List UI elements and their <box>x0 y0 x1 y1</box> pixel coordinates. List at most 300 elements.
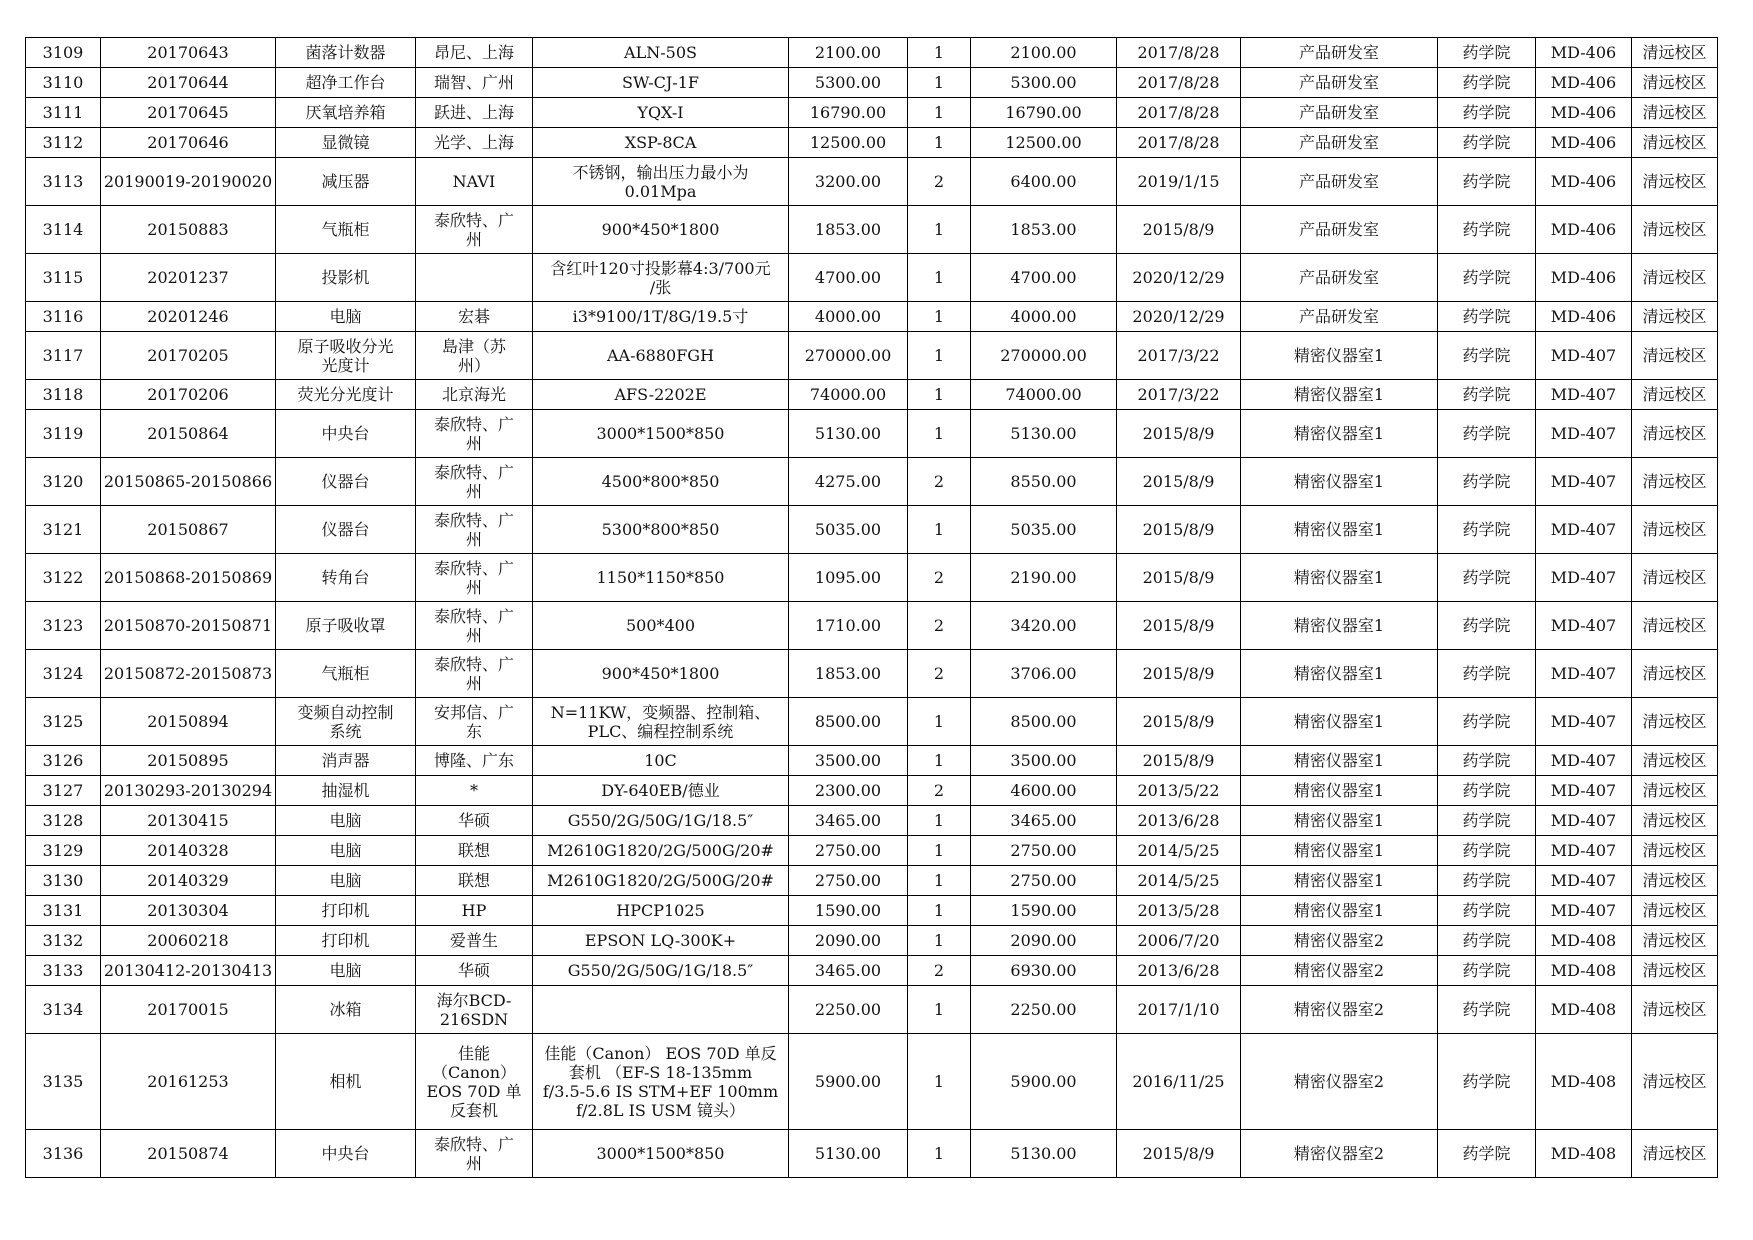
quantity-cell: 2 <box>908 776 971 806</box>
quantity-cell: 1 <box>908 836 971 866</box>
room-code-cell: MD-406 <box>1536 206 1632 254</box>
item-name-cell: 电脑 <box>276 866 416 896</box>
asset-number-cell: 20150868-20150869 <box>101 554 276 602</box>
item-name-cell: 仪器台 <box>276 506 416 554</box>
campus-cell: 清远校区 <box>1632 302 1718 332</box>
quantity-cell: 1 <box>908 1130 971 1178</box>
room-name-cell: 产品研发室 <box>1241 38 1438 68</box>
specification-cell: EPSON LQ-300K+ <box>533 926 789 956</box>
room-code-cell: MD-408 <box>1536 1130 1632 1178</box>
room-code-cell: MD-406 <box>1536 98 1632 128</box>
item-name-cell: 电脑 <box>276 806 416 836</box>
asset-number-cell: 20170644 <box>101 68 276 98</box>
room-code-cell: MD-407 <box>1536 746 1632 776</box>
item-name-cell: 相机 <box>276 1034 416 1130</box>
specification-cell: HPCP1025 <box>533 896 789 926</box>
unit-price-cell: 2750.00 <box>789 866 908 896</box>
item-name-cell: 打印机 <box>276 896 416 926</box>
table-row <box>26 956 1718 986</box>
specification-cell: i3*9100/1T/8G/19.5寸 <box>533 302 789 332</box>
table-row <box>26 302 1718 332</box>
total-amount-cell: 3465.00 <box>971 806 1117 836</box>
department-cell: 药学院 <box>1438 836 1536 866</box>
quantity-cell: 2 <box>908 458 971 506</box>
table-row <box>26 986 1718 1034</box>
total-amount-cell: 12500.00 <box>971 128 1117 158</box>
room-name-cell: 精密仪器室1 <box>1241 866 1438 896</box>
room-code-cell: MD-408 <box>1536 926 1632 956</box>
row-index-cell: 3120 <box>26 458 101 506</box>
department-cell: 药学院 <box>1438 926 1536 956</box>
row-index-cell: 3122 <box>26 554 101 602</box>
quantity-cell: 2 <box>908 158 971 206</box>
brand-origin-cell: 昂尼、上海 <box>416 38 533 68</box>
brand-origin-cell: 泰欣特、广 州 <box>416 506 533 554</box>
specification-cell: N=11KW，变频器、控制箱、 PLC、编程控制系统 <box>533 698 789 746</box>
campus-cell: 清远校区 <box>1632 602 1718 650</box>
purchase-date-cell: 2015/8/9 <box>1117 410 1241 458</box>
quantity-cell: 1 <box>908 332 971 380</box>
row-index-cell: 3136 <box>26 1130 101 1178</box>
brand-origin-cell: HP <box>416 896 533 926</box>
quantity-cell: 2 <box>908 602 971 650</box>
asset-number-cell: 20150894 <box>101 698 276 746</box>
unit-price-cell: 1853.00 <box>789 206 908 254</box>
table-row <box>26 506 1718 554</box>
specification-cell: G550/2G/50G/1G/18.5″ <box>533 806 789 836</box>
quantity-cell: 1 <box>908 1034 971 1130</box>
quantity-cell: 2 <box>908 650 971 698</box>
purchase-date-cell: 2017/8/28 <box>1117 128 1241 158</box>
campus-cell: 清远校区 <box>1632 896 1718 926</box>
table-row <box>26 68 1718 98</box>
unit-price-cell: 1853.00 <box>789 650 908 698</box>
table-row <box>26 554 1718 602</box>
asset-number-cell: 20201246 <box>101 302 276 332</box>
brand-origin-cell: * <box>416 776 533 806</box>
room-name-cell: 精密仪器室1 <box>1241 506 1438 554</box>
department-cell: 药学院 <box>1438 332 1536 380</box>
table-row <box>26 158 1718 206</box>
department-cell: 药学院 <box>1438 98 1536 128</box>
department-cell: 药学院 <box>1438 1130 1536 1178</box>
department-cell: 药学院 <box>1438 410 1536 458</box>
unit-price-cell: 2300.00 <box>789 776 908 806</box>
room-name-cell: 精密仪器室1 <box>1241 332 1438 380</box>
quantity-cell: 1 <box>908 410 971 458</box>
table-row <box>26 98 1718 128</box>
room-name-cell: 精密仪器室1 <box>1241 458 1438 506</box>
unit-price-cell: 3465.00 <box>789 956 908 986</box>
item-name-cell: 打印机 <box>276 926 416 956</box>
asset-number-cell: 20130293-20130294 <box>101 776 276 806</box>
department-cell: 药学院 <box>1438 806 1536 836</box>
room-code-cell: MD-408 <box>1536 1034 1632 1130</box>
room-name-cell: 精密仪器室2 <box>1241 1130 1438 1178</box>
table-row <box>26 896 1718 926</box>
campus-cell: 清远校区 <box>1632 698 1718 746</box>
department-cell: 药学院 <box>1438 746 1536 776</box>
unit-price-cell: 4700.00 <box>789 254 908 302</box>
item-name-cell: 中央台 <box>276 410 416 458</box>
room-code-cell: MD-407 <box>1536 896 1632 926</box>
specification-cell: 900*450*1800 <box>533 650 789 698</box>
room-name-cell: 精密仪器室1 <box>1241 698 1438 746</box>
brand-origin-cell: 泰欣特、广 州 <box>416 410 533 458</box>
total-amount-cell: 2190.00 <box>971 554 1117 602</box>
purchase-date-cell: 2017/1/10 <box>1117 986 1241 1034</box>
total-amount-cell: 3420.00 <box>971 602 1117 650</box>
quantity-cell: 1 <box>908 98 971 128</box>
purchase-date-cell: 2013/5/22 <box>1117 776 1241 806</box>
purchase-date-cell: 2013/6/28 <box>1117 806 1241 836</box>
brand-origin-cell: 瑞智、广州 <box>416 68 533 98</box>
asset-number-cell: 20161253 <box>101 1034 276 1130</box>
purchase-date-cell: 2013/6/28 <box>1117 956 1241 986</box>
specification-cell: 不锈钢，输出压力最小为 0.01Mpa <box>533 158 789 206</box>
campus-cell: 清远校区 <box>1632 38 1718 68</box>
brand-origin-cell: 联想 <box>416 836 533 866</box>
room-name-cell: 产品研发室 <box>1241 302 1438 332</box>
specification-cell: DY-640EB/德业 <box>533 776 789 806</box>
purchase-date-cell: 2014/5/25 <box>1117 866 1241 896</box>
room-name-cell: 精密仪器室1 <box>1241 554 1438 602</box>
total-amount-cell: 4600.00 <box>971 776 1117 806</box>
purchase-date-cell: 2015/8/9 <box>1117 458 1241 506</box>
room-name-cell: 精密仪器室1 <box>1241 602 1438 650</box>
purchase-date-cell: 2014/5/25 <box>1117 836 1241 866</box>
item-name-cell: 菌落计数器 <box>276 38 416 68</box>
room-name-cell: 精密仪器室2 <box>1241 956 1438 986</box>
specification-cell: 佳能（Canon） EOS 70D 单反 套机 （EF-S 18-135mm f/3.5-5.6 IS STM+EF 100mm f/2.8L IS USM 镜头） <box>533 1034 789 1130</box>
item-name-cell: 消声器 <box>276 746 416 776</box>
row-index-cell: 3135 <box>26 1034 101 1130</box>
specification-cell: XSP-8CA <box>533 128 789 158</box>
department-cell: 药学院 <box>1438 554 1536 602</box>
table-row <box>26 458 1718 506</box>
row-index-cell: 3126 <box>26 746 101 776</box>
specification-cell: M2610G1820/2G/500G/20# <box>533 836 789 866</box>
unit-price-cell: 2100.00 <box>789 38 908 68</box>
purchase-date-cell: 2016/11/25 <box>1117 1034 1241 1130</box>
department-cell: 药学院 <box>1438 68 1536 98</box>
room-name-cell: 产品研发室 <box>1241 254 1438 302</box>
purchase-date-cell: 2020/12/29 <box>1117 302 1241 332</box>
brand-origin-cell: 泰欣特、广 州 <box>416 458 533 506</box>
item-name-cell: 厌氧培养箱 <box>276 98 416 128</box>
campus-cell: 清远校区 <box>1632 1034 1718 1130</box>
asset-number-cell: 20150867 <box>101 506 276 554</box>
table-row <box>26 698 1718 746</box>
campus-cell: 清远校区 <box>1632 158 1718 206</box>
specification-cell: 含红叶120寸投影幕4:3/700元 /张 <box>533 254 789 302</box>
purchase-date-cell: 2017/3/22 <box>1117 332 1241 380</box>
total-amount-cell: 8550.00 <box>971 458 1117 506</box>
unit-price-cell: 3500.00 <box>789 746 908 776</box>
asset-number-cell: 20140329 <box>101 866 276 896</box>
unit-price-cell: 2090.00 <box>789 926 908 956</box>
department-cell: 药学院 <box>1438 506 1536 554</box>
room-name-cell: 产品研发室 <box>1241 206 1438 254</box>
total-amount-cell: 2100.00 <box>971 38 1117 68</box>
room-name-cell: 精密仪器室1 <box>1241 896 1438 926</box>
purchase-date-cell: 2015/8/9 <box>1117 206 1241 254</box>
unit-price-cell: 1590.00 <box>789 896 908 926</box>
total-amount-cell: 5300.00 <box>971 68 1117 98</box>
campus-cell: 清远校区 <box>1632 926 1718 956</box>
room-code-cell: MD-407 <box>1536 836 1632 866</box>
room-code-cell: MD-407 <box>1536 410 1632 458</box>
row-index-cell: 3133 <box>26 956 101 986</box>
table-row <box>26 836 1718 866</box>
row-index-cell: 3128 <box>26 806 101 836</box>
table-row <box>26 806 1718 836</box>
total-amount-cell: 5900.00 <box>971 1034 1117 1130</box>
brand-origin-cell: 博隆、广东 <box>416 746 533 776</box>
asset-number-cell: 20150895 <box>101 746 276 776</box>
item-name-cell: 原子吸收罩 <box>276 602 416 650</box>
unit-price-cell: 3465.00 <box>789 806 908 836</box>
purchase-date-cell: 2015/8/9 <box>1117 746 1241 776</box>
specification-cell: 4500*800*850 <box>533 458 789 506</box>
room-code-cell: MD-407 <box>1536 602 1632 650</box>
room-name-cell: 精密仪器室1 <box>1241 776 1438 806</box>
row-index-cell: 3114 <box>26 206 101 254</box>
quantity-cell: 1 <box>908 896 971 926</box>
asset-number-cell: 20150865-20150866 <box>101 458 276 506</box>
asset-number-cell: 20150872-20150873 <box>101 650 276 698</box>
room-name-cell: 产品研发室 <box>1241 98 1438 128</box>
specification-cell: YQX-I <box>533 98 789 128</box>
specification-cell: AFS-2202E <box>533 380 789 410</box>
quantity-cell: 1 <box>908 866 971 896</box>
quantity-cell: 1 <box>908 38 971 68</box>
quantity-cell: 1 <box>908 746 971 776</box>
specification-cell: 5300*800*850 <box>533 506 789 554</box>
room-code-cell: MD-406 <box>1536 158 1632 206</box>
item-name-cell: 原子吸收分光 光度计 <box>276 332 416 380</box>
department-cell: 药学院 <box>1438 158 1536 206</box>
department-cell: 药学院 <box>1438 38 1536 68</box>
row-index-cell: 3131 <box>26 896 101 926</box>
room-code-cell: MD-408 <box>1536 956 1632 986</box>
unit-price-cell: 270000.00 <box>789 332 908 380</box>
total-amount-cell: 2090.00 <box>971 926 1117 956</box>
asset-number-cell: 20201237 <box>101 254 276 302</box>
campus-cell: 清远校区 <box>1632 68 1718 98</box>
table-row <box>26 254 1718 302</box>
campus-cell: 清远校区 <box>1632 776 1718 806</box>
purchase-date-cell: 2019/1/15 <box>1117 158 1241 206</box>
item-name-cell: 超净工作台 <box>276 68 416 98</box>
room-code-cell: MD-406 <box>1536 128 1632 158</box>
room-code-cell: MD-407 <box>1536 380 1632 410</box>
brand-origin-cell: 泰欣特、广 州 <box>416 206 533 254</box>
row-index-cell: 3119 <box>26 410 101 458</box>
department-cell: 药学院 <box>1438 776 1536 806</box>
total-amount-cell: 74000.00 <box>971 380 1117 410</box>
quantity-cell: 2 <box>908 956 971 986</box>
table-row <box>26 650 1718 698</box>
specification-cell: 1150*1150*850 <box>533 554 789 602</box>
room-code-cell: MD-407 <box>1536 776 1632 806</box>
room-code-cell: MD-407 <box>1536 554 1632 602</box>
unit-price-cell: 1095.00 <box>789 554 908 602</box>
total-amount-cell: 2750.00 <box>971 866 1117 896</box>
row-index-cell: 3117 <box>26 332 101 380</box>
table-row <box>26 926 1718 956</box>
quantity-cell: 1 <box>908 506 971 554</box>
specification-cell: 3000*1500*850 <box>533 410 789 458</box>
row-index-cell: 3124 <box>26 650 101 698</box>
total-amount-cell: 4700.00 <box>971 254 1117 302</box>
room-code-cell: MD-406 <box>1536 254 1632 302</box>
brand-origin-cell: 泰欣特、广 州 <box>416 602 533 650</box>
row-index-cell: 3130 <box>26 866 101 896</box>
table-row <box>26 602 1718 650</box>
total-amount-cell: 6400.00 <box>971 158 1117 206</box>
brand-origin-cell: 海尔BCD- 216SDN <box>416 986 533 1034</box>
campus-cell: 清远校区 <box>1632 986 1718 1034</box>
department-cell: 药学院 <box>1438 896 1536 926</box>
room-code-cell: MD-408 <box>1536 986 1632 1034</box>
brand-origin-cell: 北京海光 <box>416 380 533 410</box>
item-name-cell: 显微镜 <box>276 128 416 158</box>
room-name-cell: 精密仪器室2 <box>1241 986 1438 1034</box>
department-cell: 药学院 <box>1438 254 1536 302</box>
campus-cell: 清远校区 <box>1632 746 1718 776</box>
total-amount-cell: 2750.00 <box>971 836 1117 866</box>
specification-cell <box>533 986 789 1034</box>
department-cell: 药学院 <box>1438 698 1536 746</box>
asset-number-cell: 20150864 <box>101 410 276 458</box>
unit-price-cell: 5300.00 <box>789 68 908 98</box>
item-name-cell: 冰箱 <box>276 986 416 1034</box>
item-name-cell: 仪器台 <box>276 458 416 506</box>
row-index-cell: 3111 <box>26 98 101 128</box>
unit-price-cell: 16790.00 <box>789 98 908 128</box>
quantity-cell: 1 <box>908 926 971 956</box>
item-name-cell: 电脑 <box>276 302 416 332</box>
department-cell: 药学院 <box>1438 866 1536 896</box>
quantity-cell: 1 <box>908 698 971 746</box>
row-index-cell: 3118 <box>26 380 101 410</box>
specification-cell: SW-CJ-1F <box>533 68 789 98</box>
item-name-cell: 电脑 <box>276 956 416 986</box>
unit-price-cell: 74000.00 <box>789 380 908 410</box>
item-name-cell: 电脑 <box>276 836 416 866</box>
asset-number-cell: 20140328 <box>101 836 276 866</box>
table-row <box>26 128 1718 158</box>
total-amount-cell: 2250.00 <box>971 986 1117 1034</box>
asset-number-cell: 20130412-20130413 <box>101 956 276 986</box>
unit-price-cell: 5035.00 <box>789 506 908 554</box>
asset-number-cell: 20130304 <box>101 896 276 926</box>
campus-cell: 清远校区 <box>1632 380 1718 410</box>
row-index-cell: 3127 <box>26 776 101 806</box>
unit-price-cell: 2250.00 <box>789 986 908 1034</box>
room-code-cell: MD-406 <box>1536 68 1632 98</box>
asset-number-cell: 20170015 <box>101 986 276 1034</box>
item-name-cell: 投影机 <box>276 254 416 302</box>
brand-origin-cell: 佳能 （Canon） EOS 70D 单 反套机 <box>416 1034 533 1130</box>
purchase-date-cell: 2015/8/9 <box>1117 554 1241 602</box>
brand-origin-cell: NAVI <box>416 158 533 206</box>
specification-cell: ALN-50S <box>533 38 789 68</box>
quantity-cell: 1 <box>908 302 971 332</box>
purchase-date-cell: 2017/3/22 <box>1117 380 1241 410</box>
specification-cell: G550/2G/50G/1G/18.5″ <box>533 956 789 986</box>
unit-price-cell: 2750.00 <box>789 836 908 866</box>
unit-price-cell: 12500.00 <box>789 128 908 158</box>
item-name-cell: 气瓶柜 <box>276 206 416 254</box>
asset-table <box>25 37 1718 1178</box>
purchase-date-cell: 2015/8/9 <box>1117 1130 1241 1178</box>
item-name-cell: 气瓶柜 <box>276 650 416 698</box>
department-cell: 药学院 <box>1438 602 1536 650</box>
table-row <box>26 380 1718 410</box>
purchase-date-cell: 2015/8/9 <box>1117 602 1241 650</box>
asset-number-cell: 20190019-20190020 <box>101 158 276 206</box>
purchase-date-cell: 2013/5/28 <box>1117 896 1241 926</box>
room-name-cell: 精密仪器室2 <box>1241 1034 1438 1130</box>
asset-number-cell: 20170643 <box>101 38 276 68</box>
table-row <box>26 1130 1718 1178</box>
room-name-cell: 产品研发室 <box>1241 68 1438 98</box>
quantity-cell: 1 <box>908 68 971 98</box>
room-code-cell: MD-406 <box>1536 38 1632 68</box>
quantity-cell: 1 <box>908 128 971 158</box>
brand-origin-cell: 泰欣特、广 州 <box>416 1130 533 1178</box>
room-name-cell: 精密仪器室1 <box>1241 410 1438 458</box>
purchase-date-cell: 2017/8/28 <box>1117 98 1241 128</box>
table-row <box>26 38 1718 68</box>
department-cell: 药学院 <box>1438 206 1536 254</box>
room-code-cell: MD-407 <box>1536 698 1632 746</box>
department-cell: 药学院 <box>1438 302 1536 332</box>
row-index-cell: 3110 <box>26 68 101 98</box>
table-row <box>26 776 1718 806</box>
campus-cell: 清远校区 <box>1632 458 1718 506</box>
room-name-cell: 精密仪器室1 <box>1241 806 1438 836</box>
specification-cell: M2610G1820/2G/500G/20# <box>533 866 789 896</box>
item-name-cell: 中央台 <box>276 1130 416 1178</box>
brand-origin-cell: 华硕 <box>416 956 533 986</box>
item-name-cell: 减压器 <box>276 158 416 206</box>
room-code-cell: MD-406 <box>1536 302 1632 332</box>
total-amount-cell: 3706.00 <box>971 650 1117 698</box>
table-row <box>26 1034 1718 1130</box>
department-cell: 药学院 <box>1438 128 1536 158</box>
row-index-cell: 3115 <box>26 254 101 302</box>
row-index-cell: 3112 <box>26 128 101 158</box>
room-name-cell: 精密仪器室2 <box>1241 926 1438 956</box>
asset-number-cell: 20130415 <box>101 806 276 836</box>
row-index-cell: 3109 <box>26 38 101 68</box>
purchase-date-cell: 2015/8/9 <box>1117 698 1241 746</box>
department-cell: 药学院 <box>1438 458 1536 506</box>
quantity-cell: 2 <box>908 554 971 602</box>
unit-price-cell: 5900.00 <box>789 1034 908 1130</box>
item-name-cell: 转角台 <box>276 554 416 602</box>
brand-origin-cell: 泰欣特、广 州 <box>416 650 533 698</box>
unit-price-cell: 4000.00 <box>789 302 908 332</box>
campus-cell: 清远校区 <box>1632 98 1718 128</box>
brand-origin-cell: 島津（苏 州） <box>416 332 533 380</box>
brand-origin-cell: 安邦信、广 东 <box>416 698 533 746</box>
asset-number-cell: 20170646 <box>101 128 276 158</box>
quantity-cell: 1 <box>908 206 971 254</box>
